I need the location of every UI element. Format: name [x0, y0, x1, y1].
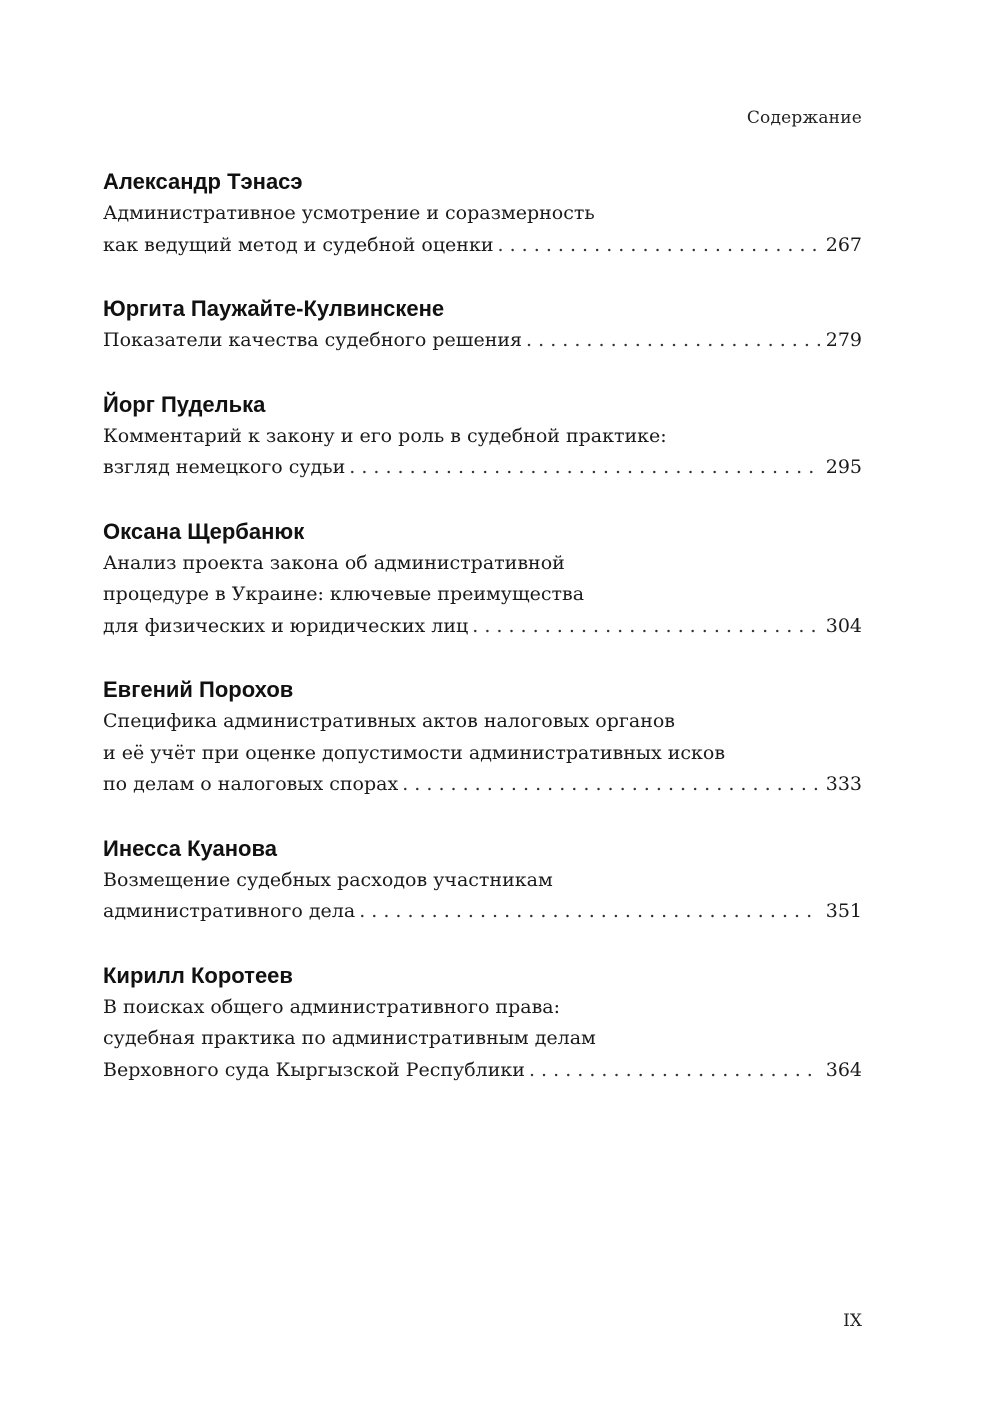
title-line: Анализ проекта закона об административной — [103, 551, 565, 574]
toc-entry — [103, 960, 862, 1087]
table-of-contents — [103, 166, 862, 1118]
title-text: административного дела — [103, 900, 356, 922]
dot-leader — [526, 325, 820, 357]
author-name: Оксана Щербанюк — [103, 518, 305, 544]
page-number: 351 — [825, 900, 862, 922]
dot-leader — [472, 611, 820, 643]
title-last-line — [103, 230, 862, 262]
page-folio: IX — [843, 1311, 862, 1331]
dot-leader — [498, 230, 820, 262]
title-line: и её учёт при оценке допустимости административных исков — [103, 741, 726, 764]
dot-leader — [402, 769, 820, 801]
title-text: как ведущий метод и судебной оценки — [103, 233, 494, 256]
title-line: Административное усмотрение и соразмерность — [103, 202, 595, 224]
title-text: Верховного суда Кыргызской Республики — [103, 1058, 525, 1081]
author-name: Йорг Пуделька — [103, 391, 266, 417]
dot-leader — [529, 1055, 820, 1087]
title-last-line — [103, 769, 862, 801]
toc-entry — [103, 674, 862, 801]
page-number: 295 — [825, 456, 862, 478]
author-name: Инесса Куанова — [103, 835, 277, 861]
title-last-line — [103, 611, 862, 643]
page-number: 364 — [825, 1058, 862, 1081]
title-line: Специфика административных актов налоговых органов — [103, 710, 675, 732]
page-number: 304 — [825, 614, 862, 637]
toc-entry — [103, 293, 862, 357]
toc-entry — [103, 833, 862, 928]
title-last-line — [103, 452, 862, 484]
dot-leader — [359, 896, 820, 928]
title-text: взгляд немецкого судьи — [103, 456, 346, 478]
page-number: 267 — [825, 233, 862, 256]
title-last-line — [103, 325, 862, 357]
author-name: Александр Тэнасэ — [103, 169, 303, 194]
author-name: Кирилл Коротеев — [103, 962, 293, 988]
title-text: для физических и юридических лиц — [103, 614, 469, 637]
title-line: судебная практика по административным делам — [103, 1027, 596, 1049]
running-head: Содержание — [746, 108, 862, 128]
title-line: Комментарий к закону и его роль в судебной практике: — [103, 424, 667, 447]
title-last-line — [103, 896, 862, 928]
page-number: 333 — [825, 773, 862, 795]
dot-leader — [349, 452, 820, 484]
author-name: Юргита Паужайте-Кулвинскене — [103, 296, 445, 321]
author-name: Евгений Порохов — [103, 677, 294, 702]
title-line: В поисках общего административного права: — [103, 995, 561, 1018]
toc-entry — [103, 516, 862, 643]
title-text: по делам о налоговых спорах — [103, 773, 399, 795]
title-text: Показатели качества судебного решения — [103, 329, 523, 351]
title-line: Возмещение судебных расходов участникам — [103, 868, 553, 891]
page-number: 279 — [825, 329, 862, 351]
toc-entry — [103, 389, 862, 484]
title-last-line — [103, 1055, 862, 1087]
toc-entry — [103, 166, 862, 261]
title-line: процедуре в Украине: ключевые преимущества — [103, 583, 585, 605]
